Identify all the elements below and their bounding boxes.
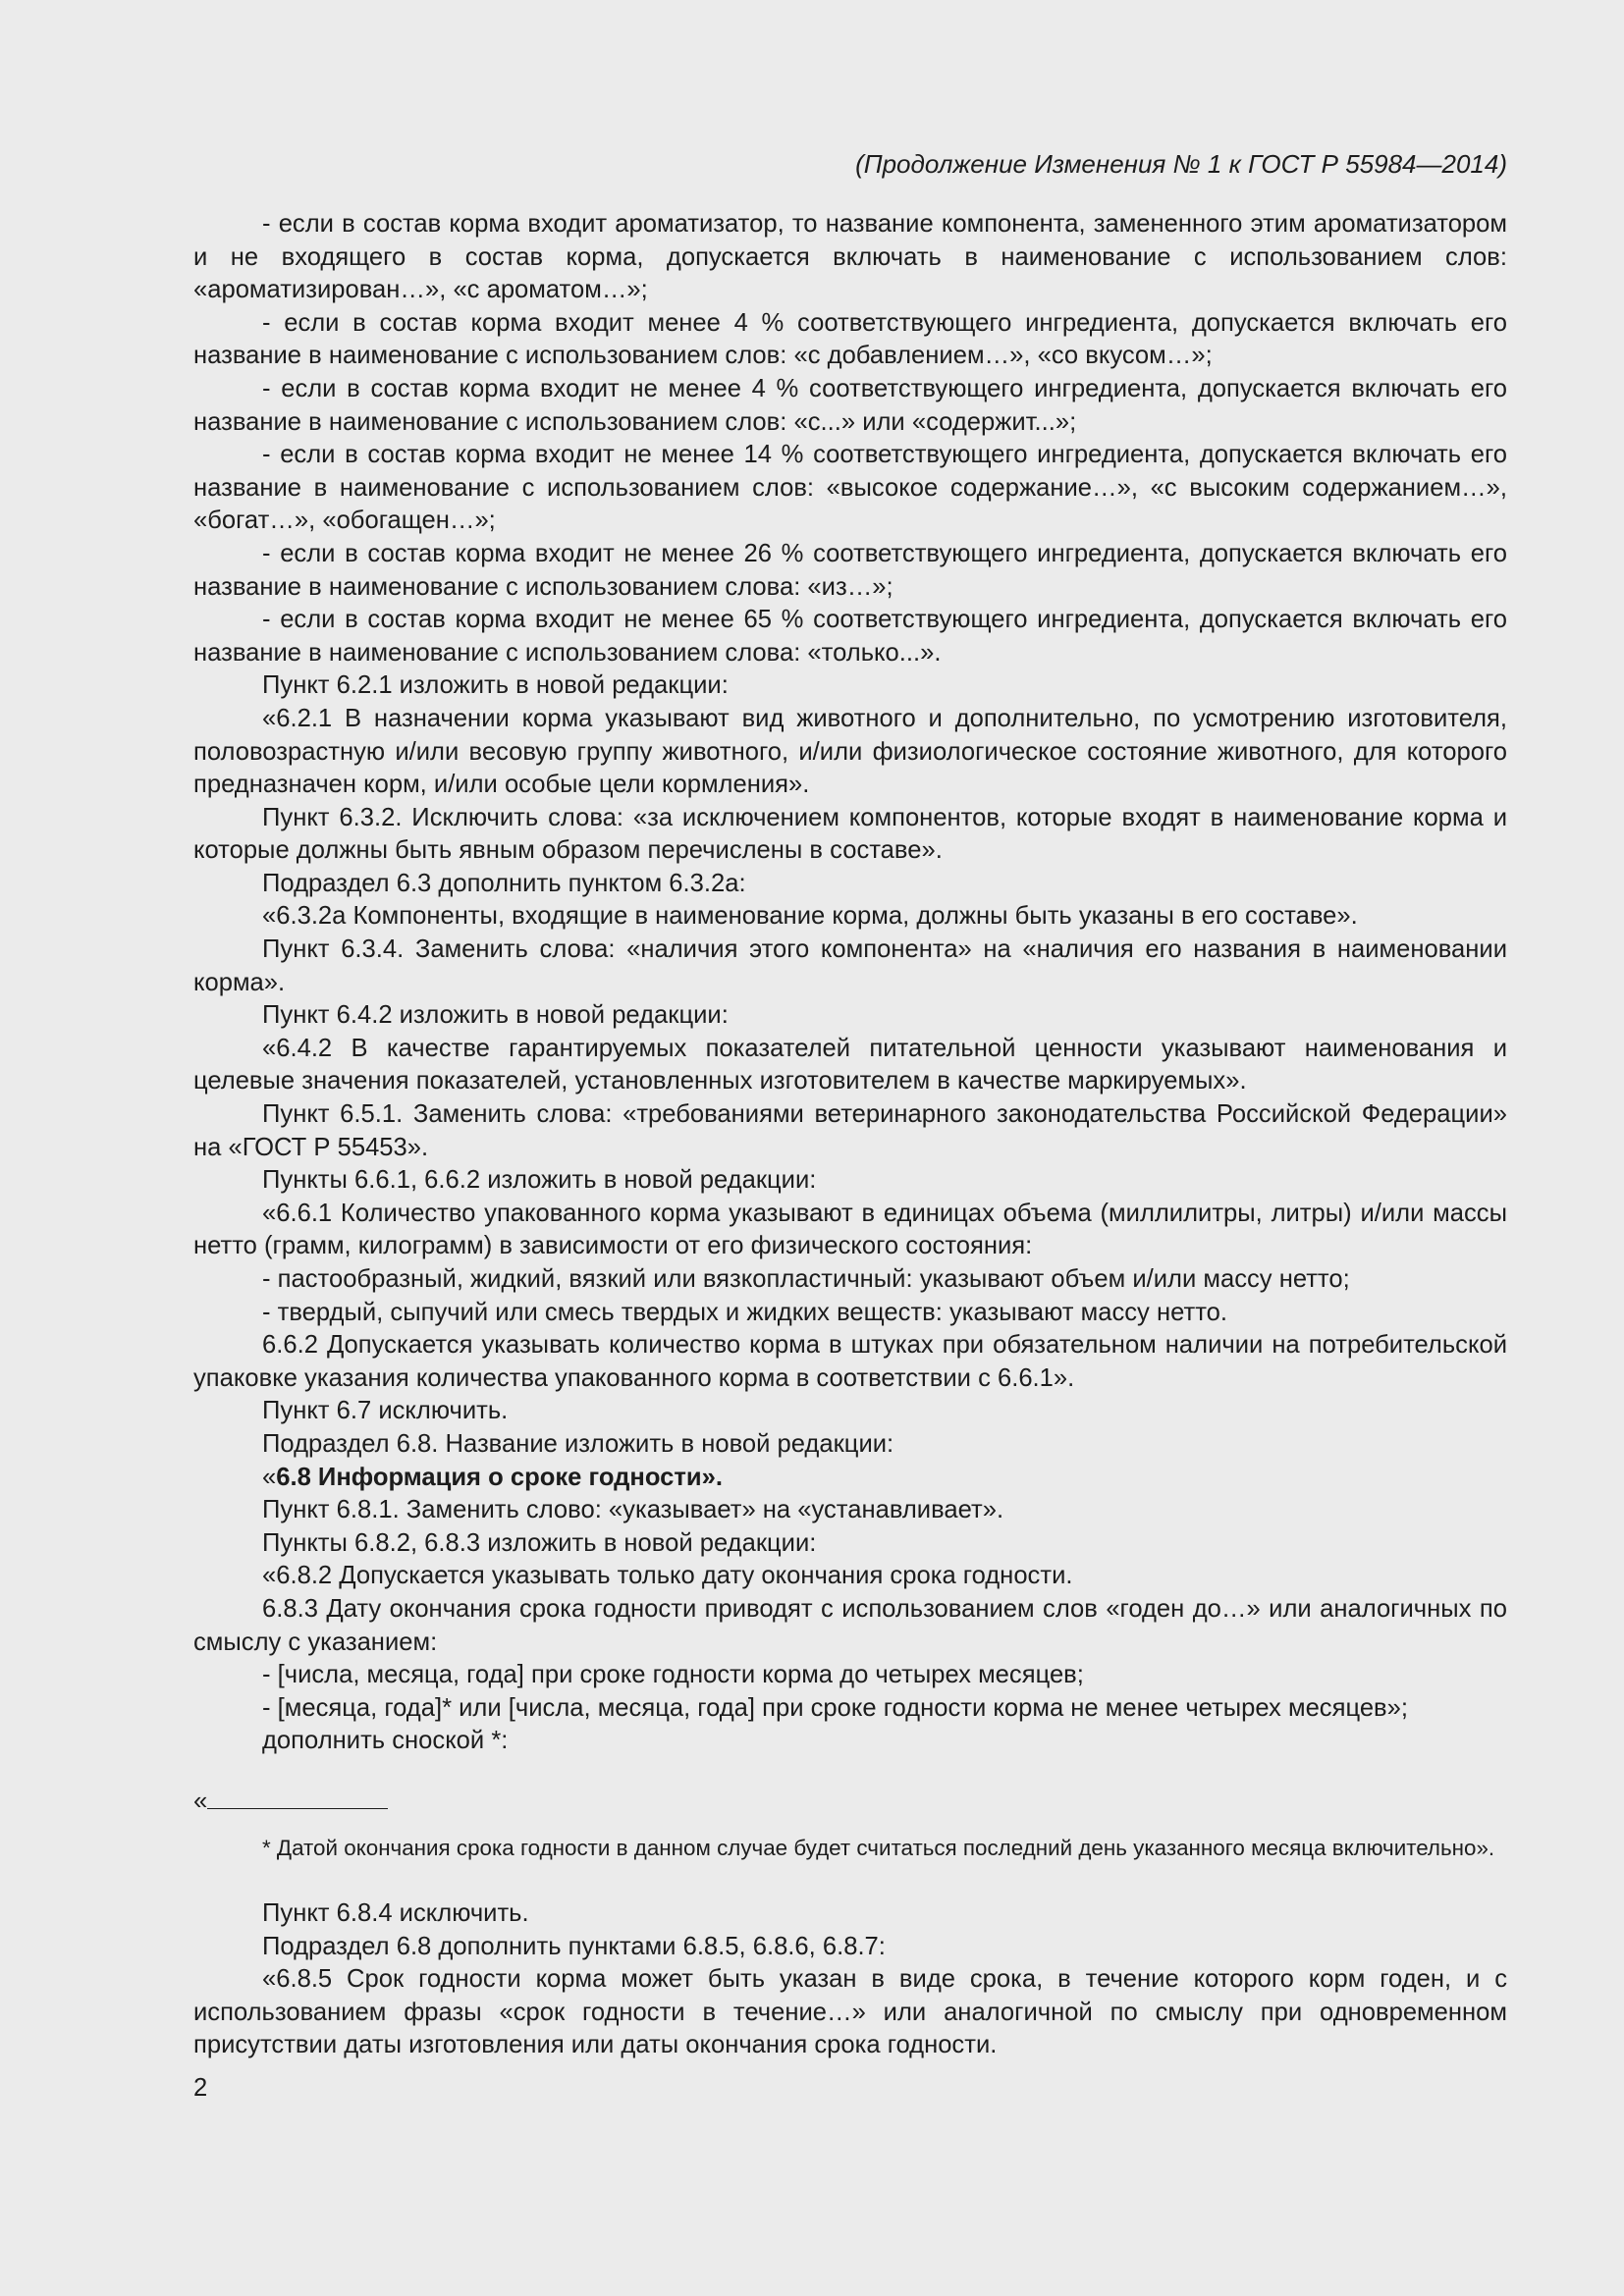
paragraph: «6.2.1 В назначении корма указывают вид животного и дополнительно, по усмотрению изготовителя, половозрастную и/или весовую группу животного, и/или физиологическое состояние животного, для которого предназначен корм, и/или особые цели кормления».	[193, 704, 1507, 799]
paragraph: Пункт 6.3.2. Исключить слова: «за исключением компонентов, которые входят в наименование корма и которые должны быть явным образом перечислены в составе».	[193, 803, 1507, 865]
bold-section-title	[193, 1462, 1507, 1495]
paragraph: - твердый, сыпучий или смесь твердых и жидких веществ: указывают массу нетто.	[262, 1298, 1227, 1326]
paragraph: Пункт 6.8.1. Заменить слово: «указывает» на «устанавливает».	[262, 1496, 1004, 1524]
paragraph: Подраздел 6.8. Название изложить в новой редакции:	[262, 1429, 894, 1458]
page-header: (Продолжение Изменения № 1 к ГОСТ Р 55984—2014)	[855, 149, 1507, 179]
paragraph: Пункт 6.3.4. Заменить слова: «наличия этого компонента» на «наличия его названия в наименовании корма».	[193, 935, 1507, 996]
paragraph: Пункт 6.4.2 изложить в новой редакции:	[262, 1001, 729, 1030]
title-open-quote: «	[262, 1463, 277, 1491]
paragraph: - [числа, месяца, года] при сроке годности корма до четырех месяцев;	[262, 1661, 1084, 1689]
page-number: 2	[193, 2074, 208, 2102]
paragraph: «6.8.2 Допускается указывать только дату окончания срока годности.	[262, 1562, 1073, 1590]
paragraph: - [месяца, года]* или [числа, месяца, года] при сроке годности корма не менее четырех месяцев»;	[262, 1693, 1409, 1722]
paragraph: «6.4.2 В качестве гарантируемых показателей питательной ценности указывают наименования и целевые значения показателей, установленных изготовителем в качестве маркируемых».	[193, 1034, 1507, 1095]
document-body	[193, 208, 1507, 1758]
paragraph: Пункты 6.6.1, 6.6.2 изложить в новой редакции:	[262, 1166, 817, 1195]
paragraph: - если в состав корма входит менее 4 % соответствующего ингредиента, допускается включать его название в наименование с использованием слов: «с добавлением…», «со вкусом…»;	[193, 308, 1507, 370]
paragraph: Пункт 6.8.4 исключить.	[262, 1899, 529, 1927]
paragraph: 6.6.2 Допускается указывать количество корма в штуках при обязательном наличии на потребительской упаковке указания количества упакованного корма в соответствии с 6.6.1».	[193, 1331, 1507, 1392]
footnote-area	[193, 1785, 1507, 1863]
document-body-continued	[193, 1897, 1507, 2062]
paragraph: - если в состав корма входит не менее 65 % соответствующего ингредиента, допускается включать его название в наименование с использованием слова: «только...».	[193, 606, 1507, 667]
footnote-open-quote: «	[193, 1788, 208, 1815]
footnote-separator	[193, 1785, 1507, 1818]
paragraph: «6.3.2а Компоненты, входящие в наименование корма, должны быть указаны в его составе».	[262, 902, 1358, 931]
paragraph: - пастообразный, жидкий, вязкий или вязкопластичный: указывают объем и/или массу нетто;	[262, 1265, 1350, 1293]
paragraph: - если в состав корма входит не менее 26 % соответствующего ингредиента, допускается включать его название в наименование с использованием слова: «из…»;	[193, 539, 1507, 601]
title-text: 6.8 Информация о сроке годности».	[276, 1463, 723, 1491]
paragraph: 6.8.3 Дату окончания срока годности приводят с использованием слов «годен до…» или аналогичных по смыслу с указанием:	[193, 1594, 1507, 1656]
paragraph: Пункты 6.8.2, 6.8.3 изложить в новой редакции:	[262, 1528, 817, 1557]
footnote-rule	[207, 1808, 388, 1809]
paragraph: дополнить сноской *:	[262, 1727, 509, 1755]
paragraph: «6.8.5 Срок годности корма может быть указан в виде срока, в течение которого корм годен, и с использованием фразы «срок годности в течение…» или аналогичной по смыслу при одновременном присутствии даты изготовления или даты окончания срока годности.	[193, 1965, 1507, 2059]
paragraph: - если в состав корма входит ароматизатор, то название компонента, замененного этим ароматизатором и не входящего в состав корма, допускается включать в наименование с использованием слов: «ароматизирован…», «с ароматом…»;	[193, 210, 1507, 304]
paragraph: - если в состав корма входит не менее 4 % соответствующего ингредиента, допускается включать его название в наименование с использованием слов: «с...» или «содержит...»;	[193, 374, 1507, 436]
paragraph: Пункт 6.2.1 изложить в новой редакции:	[262, 671, 729, 700]
paragraph: «6.6.1 Количество упакованного корма указывают в единицах объема (миллилитры, литры) и/или массы нетто (грамм, килограмм) в зависимости от его физического состояния:	[193, 1199, 1507, 1260]
paragraph: Пункт 6.5.1. Заменить слова: «требованиями ветеринарного законодательства Российской Федерации» на «ГОСТ Р 55453».	[193, 1100, 1507, 1161]
paragraph: Подраздел 6.3 дополнить пунктом 6.3.2а:	[262, 869, 746, 897]
footnote-text: * Датой окончания срока годности в данном случае будет считаться последний день указанного месяца включительно».	[262, 1836, 1495, 1860]
paragraph: Пункт 6.7 исключить.	[262, 1397, 509, 1425]
paragraph: Подраздел 6.8 дополнить пунктами 6.8.5, 6.8.6, 6.8.7:	[262, 1932, 886, 1960]
paragraph: - если в состав корма входит не менее 14 % соответствующего ингредиента, допускается включать его название в наименование с использованием слов: «высокое содержание…», «с высоким содержанием…», «богат…», «обогащен…»;	[193, 441, 1507, 535]
